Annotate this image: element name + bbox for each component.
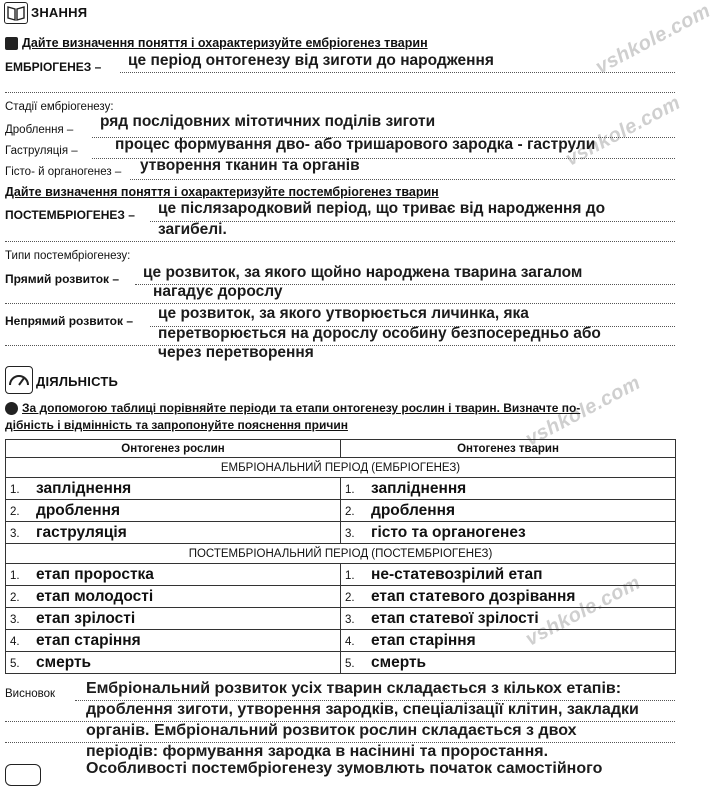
section-row-postembryonic: ПОСТЕМБРІОНАЛЬНИЙ ПЕРІОД (ПОСТЕМБРІОГЕНЕЗ) (6, 544, 676, 564)
table-row (6, 652, 676, 674)
row-number: 5. (10, 657, 20, 670)
term-embryogenesis: ЕМБРІОГЕНЕЗ – (5, 60, 102, 74)
dotted-line (5, 92, 675, 93)
watermark: vshkole.com (562, 91, 685, 171)
indirect-development-line1: це розвиток, за якого утворюється личинка, яка (158, 305, 529, 322)
stage-answer-cleavage: ряд послідовних мітотичних поділів зиготи (100, 113, 436, 130)
answer-postembryogenesis-line1: це післязародковий період, що триває від народження до (158, 200, 606, 217)
plant-stage: етап молодості (36, 587, 154, 605)
row-number: 4. (10, 635, 20, 648)
table-row (6, 500, 676, 522)
animal-stage: етап старіння (371, 631, 476, 649)
animal-stage: гісто та органогенез (371, 523, 526, 541)
indirect-development-line2: перетворюється на дорослу особину безпосередньо або (158, 325, 601, 342)
row-number: 5. (345, 657, 355, 670)
conclusion-line2: дроблення зиготи, утворення зародків, спеціалізації клітин, закладки (86, 701, 639, 718)
table-row (6, 608, 676, 630)
dotted-line (5, 303, 675, 304)
watermark: vshkole.com (522, 371, 645, 451)
table-row (6, 478, 676, 500)
book-icon (4, 2, 28, 24)
plant-stage: запліднення (36, 479, 132, 497)
stage-answer-organogenesis: утворення тканин та органів (140, 157, 360, 174)
plant-stage: смерть (36, 653, 92, 671)
animal-stage: етап статевої зрілості (371, 609, 539, 627)
row-number: 2. (345, 505, 355, 518)
task-icon (5, 402, 18, 415)
row-number: 4. (345, 635, 355, 648)
conclusion-line5: Особливості постембріогенезу зумовлють початок самостійного (86, 760, 603, 777)
cutoff-icon (5, 764, 41, 786)
answer-embryogenesis: це період онтогенезу від зиготи до народження (128, 52, 494, 69)
plant-stage: гаструляція (36, 523, 127, 541)
row-number: 1. (10, 569, 20, 582)
row-number: 1. (10, 483, 20, 496)
section-row-embryonic: ЕМБРІОНАЛЬНИЙ ПЕРІОД (ЕМБРІОГЕНЕЗ) (6, 458, 676, 478)
plant-stage: етап проростка (36, 565, 154, 583)
task3-line1: За допомогою таблиці порівняйте періоди та етапи онтогенезу рослин і тварин. Визначте по- (22, 401, 581, 415)
plant-stage: дроблення (36, 501, 120, 519)
task2-text: Дайте визначення поняття і охарактеризуйте постембріогенез тварин (5, 185, 439, 199)
term-postembryogenesis: ПОСТЕМБРІОГЕНЕЗ – (5, 208, 135, 222)
conclusion-line3: органів. Ембріональний розвиток рослин складається з двох (86, 722, 577, 739)
section-title-knowledge: ЗНАННЯ (31, 5, 88, 20)
task-icon (5, 37, 18, 50)
column-header-animals: Онтогенез тварин (341, 440, 676, 458)
direct-development-line1: це розвиток, за якого щойно народжена тварина загалом (143, 264, 583, 281)
row-number: 2. (10, 591, 20, 604)
conclusion-line1: Ембріональний розвиток усіх тварин складається з кількох етапів: (86, 680, 622, 697)
section-title-activity: ДІЯЛЬНІСТЬ (36, 374, 119, 389)
stage-label-gastrulation: Гаструляція – (5, 145, 78, 157)
dotted-line (5, 241, 675, 242)
column-header-plants: Онтогенез рослин (6, 440, 341, 458)
answer-postembryogenesis-line2: загибелі. (158, 221, 227, 238)
stages-label: Стадії ембріогенезу: (5, 101, 114, 113)
stage-label-cleavage: Дроблення – (5, 124, 74, 136)
table-row (6, 630, 676, 652)
comparison-table (5, 439, 676, 674)
stage-answer-gastrulation: процес формування дво- або тришарового зародка - гаструли (115, 136, 596, 153)
dotted-line (150, 221, 675, 222)
direct-development-line2: нагадує дорослу (153, 283, 283, 300)
dotted-line (5, 345, 675, 346)
animal-stage: смерть (371, 653, 427, 671)
conclusion-line4: періодів: формування зародка в насінині та проростання. (86, 743, 549, 760)
row-number: 3. (345, 527, 355, 540)
dotted-line (130, 179, 675, 180)
plant-stage: етап старіння (36, 631, 141, 649)
table-row (6, 586, 676, 608)
conclusion-label: Висновок (5, 688, 55, 700)
task1-text: Дайте визначення поняття і охарактеризуйте ембріогенез тварин (22, 36, 428, 50)
indirect-development-label: Непрямий розвиток – (5, 314, 134, 328)
row-number: 3. (10, 527, 20, 540)
row-number: 3. (345, 613, 355, 626)
animal-stage: не-статевозрілий етап (371, 565, 543, 583)
watermark: vshkole.com (592, 0, 715, 79)
row-number: 3. (10, 613, 20, 626)
types-label: Типи постембріогенезу: (5, 250, 131, 262)
indirect-development-line3: через перетворення (158, 344, 314, 361)
stage-label-organogenesis: Гісто- й органогенез – (5, 166, 122, 178)
watermark: vshkole.com (522, 571, 645, 651)
row-number: 1. (345, 569, 355, 582)
animal-stage: дроблення (371, 501, 455, 519)
plant-stage: етап зрілості (36, 609, 136, 627)
direct-development-label: Прямий розвиток – (5, 272, 120, 286)
row-number: 2. (345, 591, 355, 604)
row-number: 1. (345, 483, 355, 496)
speedometer-icon (5, 366, 33, 394)
animal-stage: запліднення (371, 479, 467, 497)
animal-stage: етап статевого дозрівання (371, 587, 576, 605)
row-number: 2. (10, 505, 20, 518)
dotted-line (120, 72, 675, 73)
table-row (6, 522, 676, 544)
task3-line2: дібність і відмінність та запропонуйте пояснення причин (5, 418, 348, 432)
table-row (6, 564, 676, 586)
